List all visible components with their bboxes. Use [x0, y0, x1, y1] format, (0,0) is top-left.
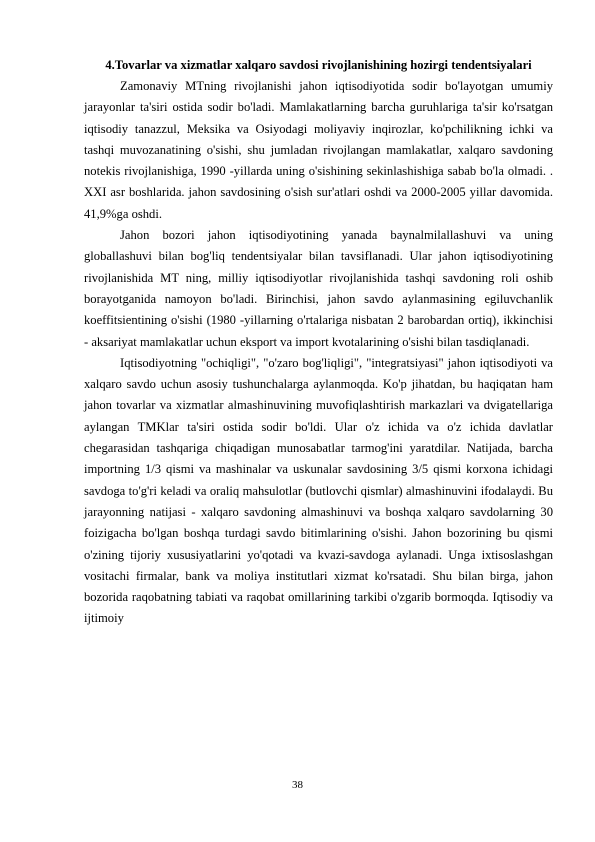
paragraph-3: Iqtisodiyotning "ochiqligi", "o'zaro bog'liqligi", "integratsiyasi" jahon iqtisodiyoti va xalqaro savdo uchun asosiy tushunchalarga aylanmoqda. Ko'p jihatdan, bu haqiqatan ham jahon tovarlar va xizmatlar almashinuvining muvofiqlashtirish markazlari va dvigatellariga aylangan TMKlar ta'siri ostida sodir bo'ldi. Ular o'z ichida va o'z ichida davlatlar chegarasidan tashqariga chiqadigan munosabatlar tarmog'ini yaratdilar. Natijada, barcha importning 1/3 qismi va mashinalar va uskunalar savdosining 3/5 qismi korxona ichidagi savdoga to'g'ri keladi va oraliq mahsulotlar (butlovchi qismlar) almashinuvini ifodalaydi. Bu jarayonning natijasi - xalqaro savdoning almashinuvi va boshqa xalqaro savdolarning 30 foizigacha bo'lgan boshqa turdagi savdo bitimlarining o'sishi. Jahon bozorining bu qismi o'zining tijoriy xususiyatlarini yo'qotadi va kvazi-savdoga aylanadi. Unga ixtisoslashgan vositachi firmalar, bank va moliya institutlari xizmat ko'rsatadi. Shu bilan birga, jahon bozorida raqobatning tabiati va raqobat omillarining tarkibi o'zgarib bormoqda. Iqtisodiy va ijtimoiy: [84, 355, 553, 626]
paragraph-2: Jahon bozori jahon iqtisodiyotining yanada baynalmilallashuvi va uning globallashuvi bilan bog'liq tendentsiyalar bilan tavsiflanadi. Ular jahon iqtisodiyotining rivojlanishida MT ning, milliy iqtisodiyotlar rivojlanishida tashqi savdoning roli oshib borayotganida namoyon bo'ladi. Birinchisi, jahon savdo aylanmasining egiluvchanlik koeffitsientining o'sishi (1980 -yillarning o'rtalariga nisbatan 2 barobardan ortiq), ikkinchisi - aksariyat mamlakatlar uchun eksport va import kvotalarining o'sishi bilan tasdiqlanadi.: [84, 228, 553, 349]
page-number: 38: [292, 779, 303, 791]
paragraph-1: Zamonaviy MTning rivojlanishi jahon iqtisodiyotida sodir bo'layotgan umumiy jarayonlar ta'siri ostida sodir bo'ladi. Mamlakatlarning barcha guruhlariga ta'sir ko'rsatgan iqtisodiy tanazzul, Meksika va Osiyodagi moliyaviy inqirozlar, ko'pchilikning ichki va tashqi muvozanatining o'sishi, shu jumladan rivojlangan mamlakatlar, xalqaro savdoning notekis rivojlanishiga, 1990 -yillarda uning o'sishining sekinlashishiga sabab bo'la olmadi. . XXI asr boshlarida. jahon savdosining o'sish sur'atlari oshdi va 2000-2005 yillar davomida. 41,9%ga oshdi.: [84, 79, 553, 221]
section-title: 4.Tovarlar va xizmatlar xalqaro savdosi rivojlanishining hozirgi tendentsiyalari: [105, 58, 532, 72]
